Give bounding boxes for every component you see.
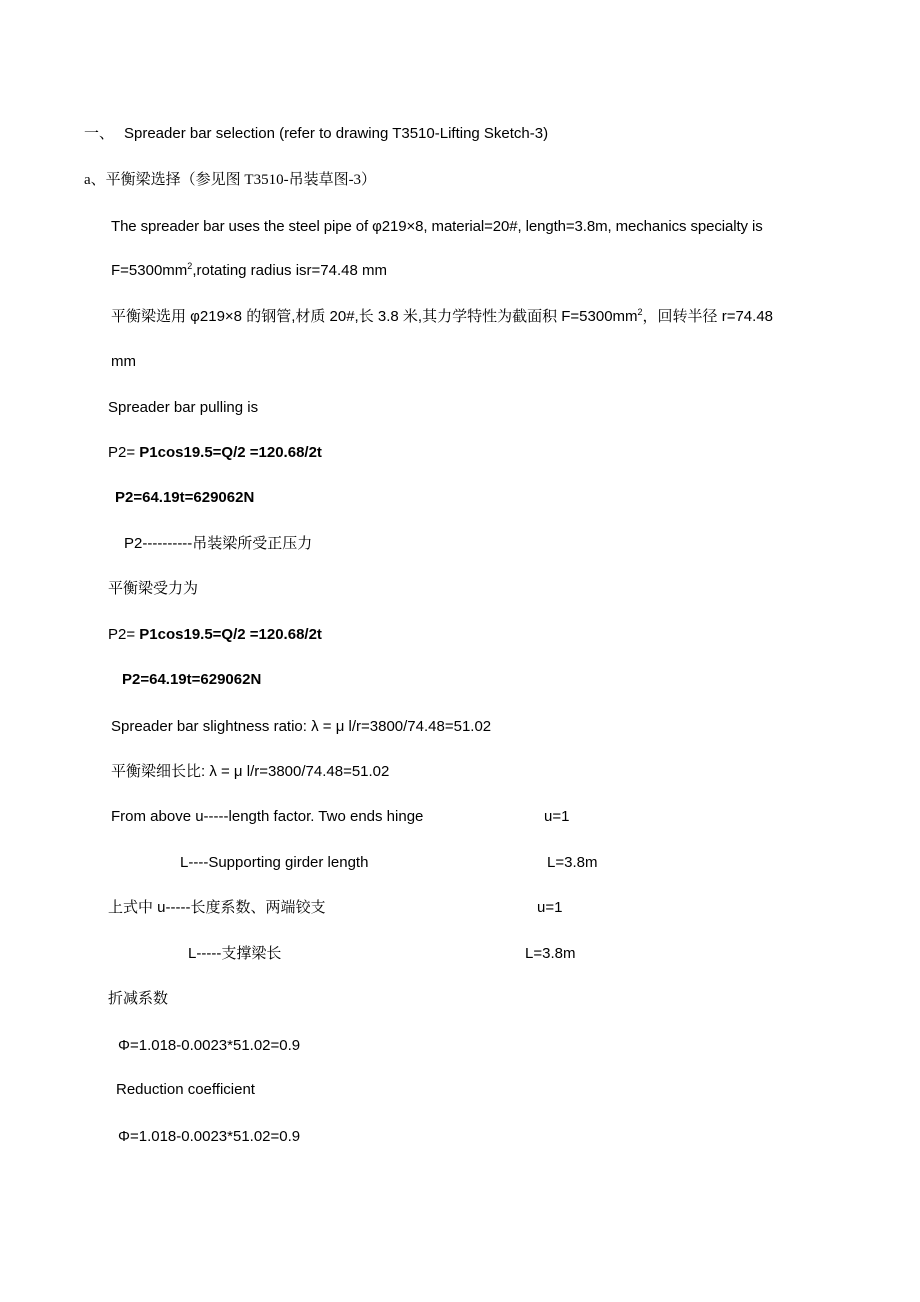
reduction-en-label: Reduction coefficient <box>116 1081 255 1098</box>
factor-cn-row1-label: 上式中 u-----长度系数、两端铰支 <box>108 899 326 916</box>
pulling-label: Spreader bar pulling is <box>108 399 259 416</box>
factor-cn-row2-value: L=3.8m <box>525 945 576 962</box>
factor-en-row1-value: u=1 <box>544 808 570 825</box>
factor-cn-row2-label: L-----支撑梁长 <box>188 945 282 962</box>
slenderness-en: Spreader bar slightness ratio: λ = μ l/r=3800/74.48=51.02 <box>111 718 492 735</box>
pulling-cn-equation-1: P2= P1cos19.5=Q/2 =120.68/2t <box>108 626 322 643</box>
factor-cn-row1-value: u=1 <box>537 899 563 916</box>
pulling-cn-label: 平衡梁受力为 <box>108 580 199 597</box>
factor-en-row2-label: L----Supporting girder length <box>180 854 369 871</box>
reduction-cn-label: 折减系数 <box>108 990 169 1007</box>
reduction-equation-2: Φ=1.018-0.0023*51.02=0.9 <box>118 1128 301 1145</box>
para1-line1: The spreader bar uses the steel pipe of φ219×8, material=20#, length=3.8m, mechanics specialty is <box>111 218 763 235</box>
section-number: 一、 <box>84 125 115 142</box>
para2-line2: mm <box>111 353 136 370</box>
section-title: Spreader bar selection (refer to drawing T3510-Lifting Sketch-3) <box>124 125 549 142</box>
para1-line2: $F=5300mm^2,rotating$ radius isr=74.48 mm <box>111 261 387 279</box>
factor-en-row1-label: From above u-----length factor. Two ends hinge <box>111 808 424 825</box>
subheading: a、平衡梁选择（参见图 T3510-吊装草图-3） <box>84 172 377 188</box>
reduction-equation-1: Φ=1.018-0.0023*51.02=0.9 <box>118 1037 301 1054</box>
pulling-equation-2: P2=64.19t=629062N <box>115 489 255 506</box>
factor-en-row2-value: L=3.8m <box>547 854 598 871</box>
para2-line1: 平衡梁选用 φ219×8 的钢管,材质 20#,长 3.8 米,其力学特性为截面积 $F=5300mm^2$，回转半径 r=74.48 <box>111 307 774 325</box>
pulling-equation-1: P2= P1cos19.5=Q/2 =120.68/2t <box>108 444 322 461</box>
pulling-note: P2----------吊装梁所受正压力 <box>124 535 313 552</box>
slenderness-cn: 平衡梁细长比: λ = μ l/r=3800/74.48=51.02 <box>111 763 390 780</box>
pulling-cn-equation-2: P2=64.19t=629062N <box>122 671 262 688</box>
